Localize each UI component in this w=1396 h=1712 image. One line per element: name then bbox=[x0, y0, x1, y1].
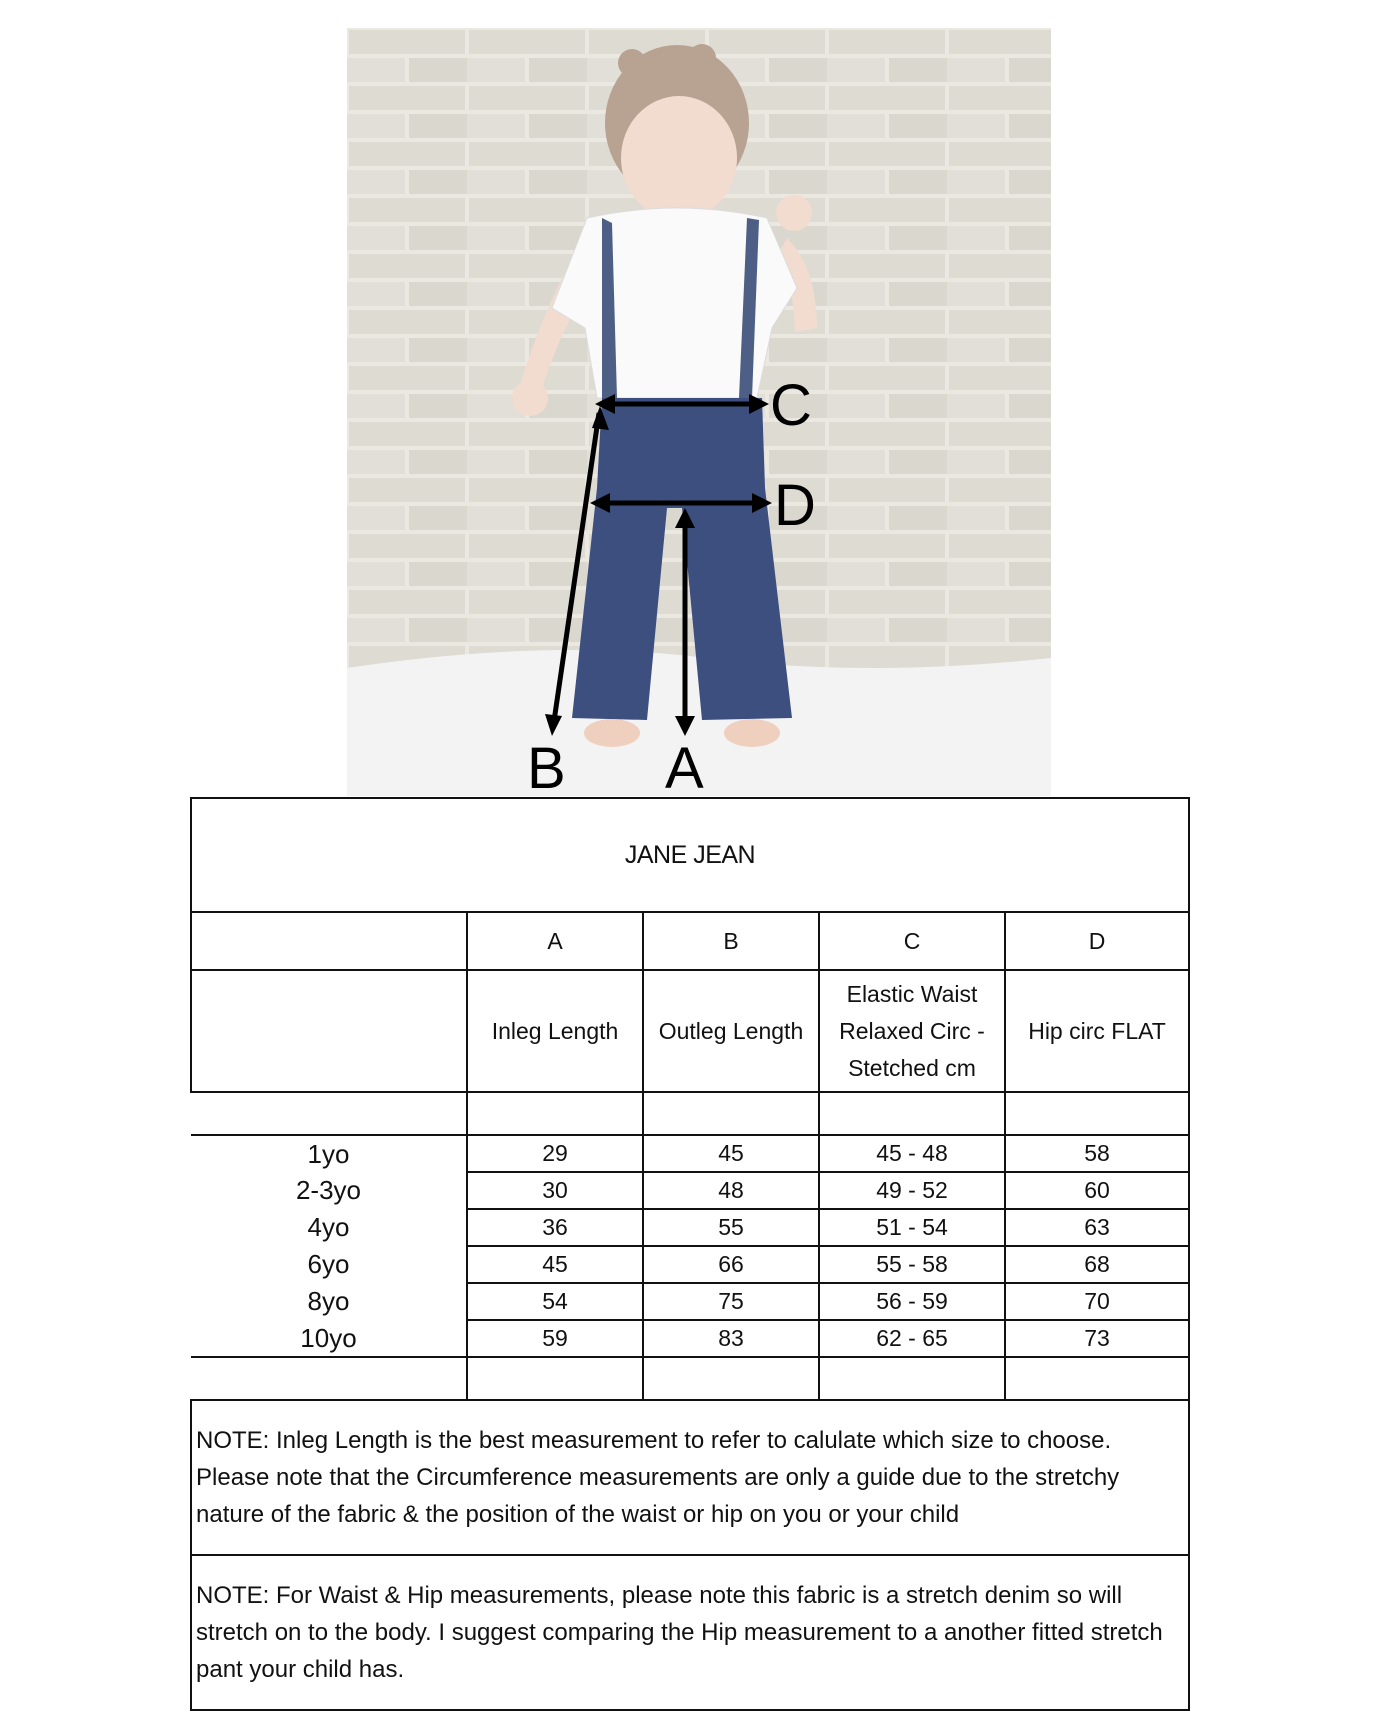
table-row bbox=[191, 1209, 1189, 1246]
inleg-value: 30 bbox=[467, 1172, 643, 1209]
size-label: 2-3yo bbox=[191, 1172, 467, 1209]
product-photo bbox=[347, 28, 1051, 796]
column-header-outleg: Outleg Length bbox=[643, 970, 819, 1092]
empty-cell bbox=[191, 912, 467, 970]
outleg-value: 55 bbox=[643, 1209, 819, 1246]
empty-cell bbox=[1005, 1357, 1189, 1400]
empty-cell bbox=[643, 1092, 819, 1135]
marker-a-label: A bbox=[665, 736, 704, 796]
size-label: 1yo bbox=[191, 1135, 467, 1172]
inleg-value: 29 bbox=[467, 1135, 643, 1172]
hip-value: 58 bbox=[1005, 1135, 1189, 1172]
inleg-value: 36 bbox=[467, 1209, 643, 1246]
column-letter-d: D bbox=[1005, 912, 1189, 970]
inleg-value: 45 bbox=[467, 1246, 643, 1283]
sizing-note: NOTE: Inleg Length is the best measurement to refer to calulate which size to choose. Please note that the Circumference measurements are only a guide due to the stretchy nature of the fabric & the position of the waist or hip on you or your child bbox=[191, 1400, 1189, 1555]
outleg-value: 83 bbox=[643, 1320, 819, 1357]
marker-b-label: B bbox=[527, 736, 566, 796]
table-row bbox=[191, 1320, 1189, 1357]
waist-value: 51 - 54 bbox=[819, 1209, 1005, 1246]
outleg-value: 48 bbox=[643, 1172, 819, 1209]
size-label: 8yo bbox=[191, 1283, 467, 1320]
table-row bbox=[191, 1283, 1189, 1320]
empty-cell bbox=[819, 1357, 1005, 1400]
empty-cell bbox=[191, 1357, 467, 1400]
empty-cell bbox=[819, 1092, 1005, 1135]
table-row bbox=[191, 1135, 1189, 1172]
hip-value: 70 bbox=[1005, 1283, 1189, 1320]
empty-cell bbox=[191, 1092, 467, 1135]
empty-cell bbox=[643, 1357, 819, 1400]
column-letter-c: C bbox=[819, 912, 1005, 970]
empty-cell bbox=[467, 1357, 643, 1400]
column-header-waist: Elastic Waist Relaxed Circ - Stetched cm bbox=[819, 970, 1005, 1092]
table-title: JANE JEAN bbox=[191, 798, 1189, 912]
outleg-value: 66 bbox=[643, 1246, 819, 1283]
hip-value: 60 bbox=[1005, 1172, 1189, 1209]
outleg-value: 75 bbox=[643, 1283, 819, 1320]
column-letter-b: B bbox=[643, 912, 819, 970]
waist-value: 56 - 59 bbox=[819, 1283, 1005, 1320]
size-chart-table bbox=[190, 797, 1190, 1711]
waist-value: 49 - 52 bbox=[819, 1172, 1005, 1209]
hip-value: 68 bbox=[1005, 1246, 1189, 1283]
waist-value: 45 - 48 bbox=[819, 1135, 1005, 1172]
table-row bbox=[191, 1172, 1189, 1209]
empty-cell bbox=[191, 970, 467, 1092]
empty-cell bbox=[1005, 1092, 1189, 1135]
table-row bbox=[191, 1246, 1189, 1283]
column-header-inleg: Inleg Length bbox=[467, 970, 643, 1092]
hip-value: 73 bbox=[1005, 1320, 1189, 1357]
empty-cell bbox=[467, 1092, 643, 1135]
column-letter-a: A bbox=[467, 912, 643, 970]
size-label: 6yo bbox=[191, 1246, 467, 1283]
size-label: 4yo bbox=[191, 1209, 467, 1246]
hip-value: 63 bbox=[1005, 1209, 1189, 1246]
waist-value: 62 - 65 bbox=[819, 1320, 1005, 1357]
marker-d-label: D bbox=[774, 473, 816, 538]
size-label: 10yo bbox=[191, 1320, 467, 1357]
marker-c-label: C bbox=[770, 373, 812, 438]
outleg-value: 45 bbox=[643, 1135, 819, 1172]
column-header-hip: Hip circ FLAT bbox=[1005, 970, 1189, 1092]
waist-value: 55 - 58 bbox=[819, 1246, 1005, 1283]
inleg-value: 54 bbox=[467, 1283, 643, 1320]
inleg-value: 59 bbox=[467, 1320, 643, 1357]
stretch-note: NOTE: For Waist & Hip measurements, please note this fabric is a stretch denim so will stretch on to the body. I suggest comparing the Hip measurement to a another fitted stretch pant your child has. bbox=[191, 1555, 1189, 1710]
measurement-diagram bbox=[347, 28, 1051, 796]
